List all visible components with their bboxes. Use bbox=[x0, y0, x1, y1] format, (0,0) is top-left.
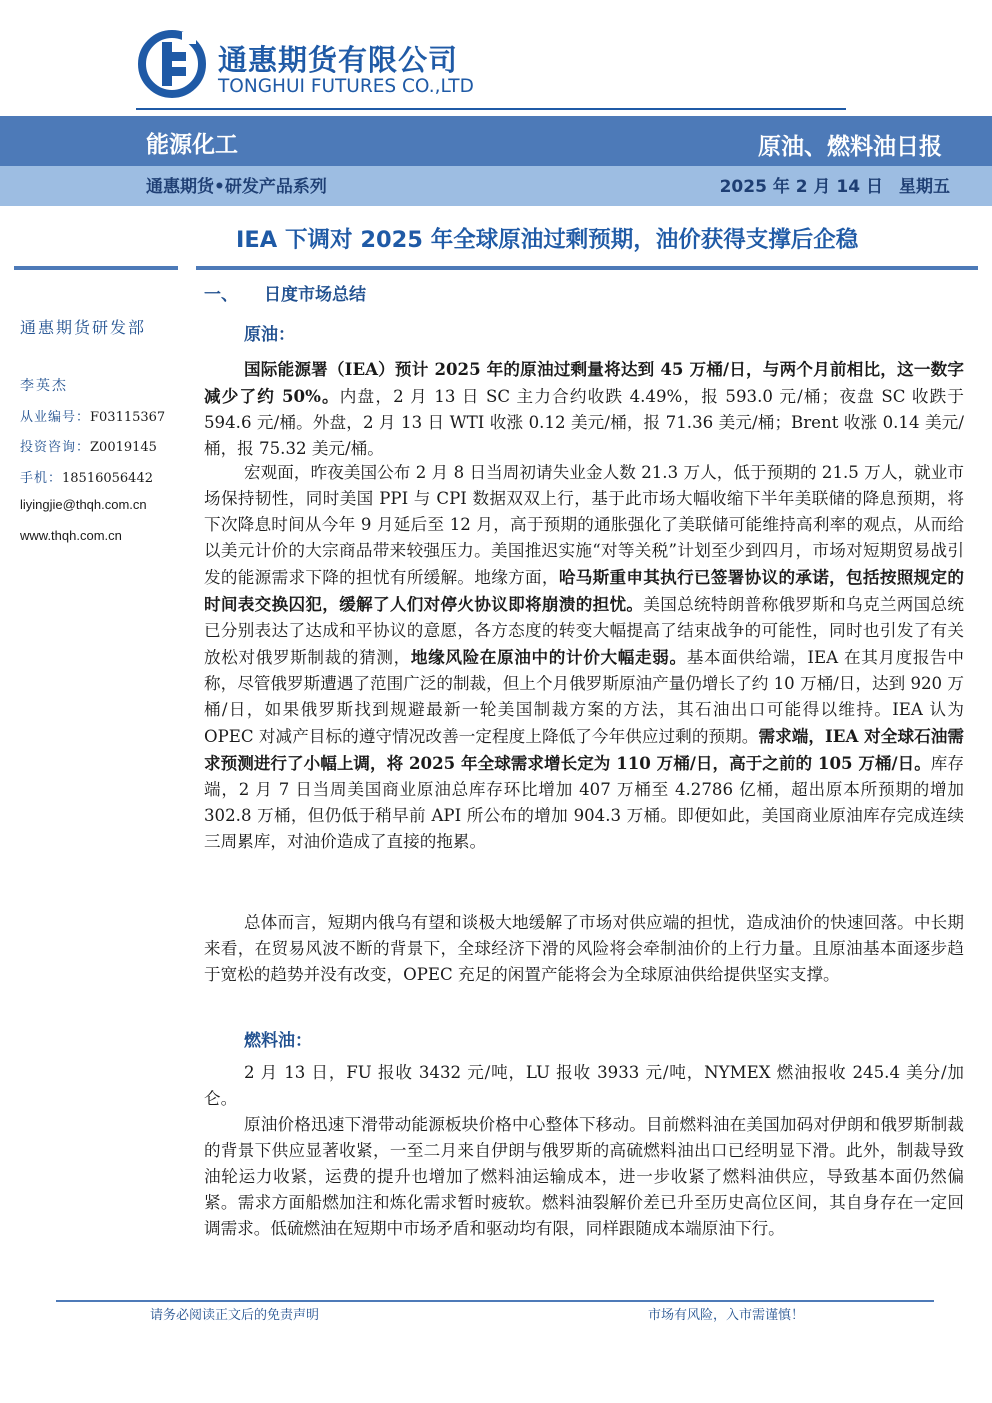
license-label: 从业编号： bbox=[20, 410, 91, 425]
section-heading bbox=[204, 280, 366, 305]
fuel-heading: 燃料油： bbox=[244, 1031, 312, 1051]
section-number: 一、 bbox=[204, 285, 238, 305]
license-number: F03115367 bbox=[90, 410, 166, 425]
date-text: 2025 年 2 月 14 日 bbox=[719, 177, 883, 197]
report-name: 原油、燃料油日报 bbox=[758, 134, 942, 160]
header-divider bbox=[136, 108, 846, 110]
crude-paragraph-1 bbox=[204, 356, 964, 462]
report-headline: IEA 下调对 2025 年全球原油过剩预期，油价获得支撑后企稳 bbox=[236, 227, 859, 253]
company-name-en: TONGHUI FUTURES CO.,LTD bbox=[218, 76, 474, 97]
sidebar-rule bbox=[14, 266, 178, 270]
section-title: 日度市场总结 bbox=[264, 285, 366, 305]
license-line bbox=[20, 406, 190, 425]
consult-line bbox=[20, 436, 190, 455]
company-logo-icon bbox=[138, 30, 206, 98]
weekday-text: 星期五 bbox=[899, 177, 950, 197]
footer-divider bbox=[56, 1300, 934, 1302]
crude-p2-macro: 宏观面，昨夜美国公布 2 月 8 日当周初请失业金人数 21.3 万人，低于预期的 21.5 万人，就业市场保持韧性，同时美国 PPI 与 CPI 数据双双上行，基于此市场大幅收缩下半年美联储的降息预期，将下次降息时间从今年 9 月延后至 12 月，高于预期的通胀强化了美联储可能维持高利率的观点，从而给以美元计价的大宗商品带来较强压力。美国推迟实施“对等关税”计划至少到四月，市场对短期贸易战引发的能源需求下降的担忧有所缓解。地缘方面， bbox=[204, 463, 964, 587]
fuel-paragraph-1: 2 月 13 日，FU 报收 3432 元/吨，LU 报收 3933 元/吨，NYMEX 燃油报收 245.4 美分/加仑。 bbox=[204, 1063, 964, 1108]
email-link[interactable]: liyingjie@thqh.com.cn bbox=[20, 497, 147, 512]
crude-p2-geo-bold: 哈马斯重申其执行已签署协议的承诺，包括按照规定的时间表交换囚犯，缓解了人们对停火协议即将崩溃的担忧。 bbox=[204, 567, 965, 614]
risk-note: 市场有风险，入市需谨慎！ bbox=[648, 1308, 805, 1323]
phone-line bbox=[20, 467, 190, 486]
crude-p2-demand: 需求端，IEA 对全球石油需求预测进行了小幅上调，将 2025 年全球需求增长定为 110 万桶/日，高于之前的 105 万桶/日。 bbox=[204, 726, 965, 773]
phone-number: 18516056442 bbox=[62, 471, 153, 486]
fuel-paragraph-2: 原油价格迅速下滑带动能源板块价格中心整体下移动。目前燃料油在美国加码对伊朗和俄罗斯制裁的背景下供应显著收紧，一至二月来自伊朗与俄罗斯的高硫燃料油出口已经明显下滑。此外，制裁导致油轮运力收紧，运费的提升也增加了燃料油运输成本，进一步收紧了燃料油供应，导致基本面仍然偏紧。需求方面船燃加注和炼化需求暂时疲软。燃料油裂解价差已升至历史高位区间，其自身存在一定回调需求。低硫燃油在短期中市场矛盾和驱动均有限，同样跟随成本端原油下行。 bbox=[204, 1115, 964, 1238]
phone-label: 手机： bbox=[20, 471, 63, 486]
crude-paragraph-2 bbox=[204, 460, 964, 855]
department: 通惠期货研发部 bbox=[20, 318, 147, 337]
crude-heading: 原油： bbox=[244, 325, 295, 345]
crude-p2-inventory: 库存端，2 月 7 日当周美国商业原油总库存环比增加 407 万桶至 4.2786 亿桶，超出原本所预期的增加 302.8 万桶，但仍低于稍早前 API 所公布的增加 904.3 万桶。即便如此，美国商业原油库存完成连续三周累库，对油价造成了直接的拖累。 bbox=[204, 754, 964, 851]
main-rule bbox=[196, 266, 978, 270]
analyst-name: 李英杰 bbox=[20, 378, 68, 394]
crude-p1-bold: 国际能源署（IEA）预计 2025 年的原油过剩量将达到 45 万桶/日，与两个月前相比，这一数字减少了约 50%。 bbox=[204, 359, 964, 406]
website-link[interactable]: www.thqh.com.cn bbox=[20, 528, 122, 543]
consult-number: Z0019145 bbox=[90, 440, 157, 455]
company-name-cn: 通惠期货有限公司 bbox=[218, 43, 459, 77]
crude-p2-supply: 基本面供给端，IEA 在其月度报告中称，尽管俄罗斯遭遇了范围广泛的制裁，但上个月俄罗斯原油产量仍增长了约 10 万桶/日，达到 920 万桶/日，如果俄罗斯找到规避最新一轮美国制裁方案的方法，其石油出口可能得以维持。IEA 认为 OPEC 对减产目标的遵守情况改善一定程度上降低了今年供应过剩的预期。 bbox=[204, 648, 964, 746]
crude-p2-geo-text: 美国总统特朗普称俄罗斯和乌克兰两国总统已分别表达了达成和平协议的意愿，各方态度的转变大幅提高了结束战争的可能性，同时也引发了有关放松对俄罗斯制裁的猜测， bbox=[204, 595, 965, 667]
crude-p2-geo-risk: 地缘风险在原油中的计价大幅走弱。 bbox=[410, 647, 687, 667]
consult-label: 投资咨询： bbox=[20, 440, 91, 455]
report-date bbox=[720, 172, 950, 197]
sector-label: 能源化工 bbox=[146, 132, 238, 158]
disclaimer-note: 请务必阅读正文后的免责声明 bbox=[150, 1308, 320, 1323]
series-label: 通惠期货•研发产品系列 bbox=[146, 177, 327, 197]
crude-paragraph-3: 总体而言，短期内俄乌有望和谈极大地缓解了市场对供应端的担忧，造成油价的快速回落。中长期来看，在贸易风波不断的背景下，全球经济下滑的风险将会牵制油价的上行力量。且原油基本面逐步趋于宽松的趋势并没有改变，OPEC 充足的闲置产能将会为全球原油供给提供坚实支撑。 bbox=[204, 913, 964, 984]
crude-p1-text: 内盘，2 月 13 日 SC 主力合约收跌 4.49%，报 593.0 元/桶；夜盘 SC 收跌于 594.6 元/桶。外盘，2 月 13 日 WTI 收涨 0.12 美元/桶，报 71.36 美元/桶；Brent 收涨 0.14 美元/桶，报 75.32 美元/桶。 bbox=[204, 387, 965, 458]
